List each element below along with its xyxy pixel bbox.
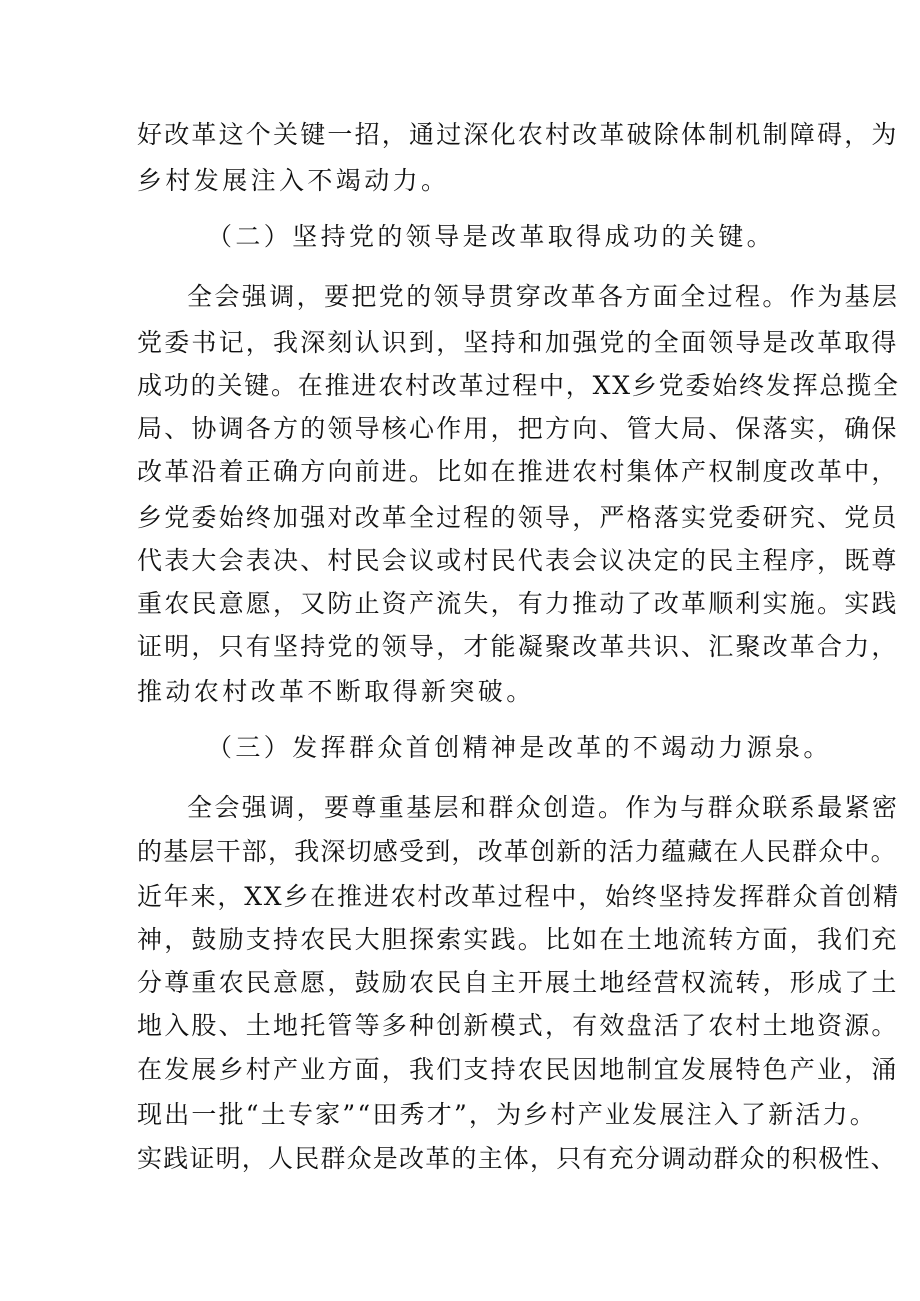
text-line: 局、协调各方的领导核心作用，把方向、管大局、保落实，确保 bbox=[137, 414, 899, 443]
text-line: 在发展乡村产业方面，我们支持农民因地制宜发展特色产业，涌 bbox=[137, 1055, 899, 1084]
text-line: 重农民意愿，又防止资产流失，有力推动了改革顺利实施。实践 bbox=[137, 589, 899, 618]
section-heading-3: （三）发挥群众首创精神是改革的不竭动力源泉。 bbox=[207, 733, 832, 762]
text-line: 乡党委始终加强对改革全过程的领导，严格落实党委研究、党员 bbox=[137, 503, 899, 532]
text-line: 推动农村改革不断取得新突破。 bbox=[137, 677, 535, 706]
text-line: 分尊重农民意愿，鼓励农民自主开展土地经营权流转，形成了土 bbox=[137, 968, 899, 997]
text-line: 证明，只有坚持党的领导，才能凝聚改革共识、汇聚改革合力， bbox=[137, 632, 899, 661]
text-line: 近年来，XX乡在推进农村改革过程中，始终坚持发挥群众首创精 bbox=[137, 882, 900, 911]
text-line: 的基层干部，我深切感受到，改革创新的活力蕴藏在人民群众中。 bbox=[137, 837, 897, 866]
text-line: 成功的关键。在推进农村改革过程中，XX乡党委始终发挥总揽全 bbox=[137, 371, 900, 400]
section-heading-2: （二）坚持党的领导是改革取得成功的关键。 bbox=[207, 222, 776, 251]
text-line: 地入股、土地托管等多种创新模式，有效盘活了农村土地资源。 bbox=[137, 1011, 899, 1040]
text-line: 全会强调，要尊重基层和群众创造。作为与群众联系最紧密 bbox=[187, 793, 900, 822]
text-line: 实践证明，人民群众是改革的主体，只有充分调动群众的积极性、 bbox=[137, 1144, 897, 1173]
text-line: 代表大会表决、村民会议或村民代表会议决定的民主程序，既尊 bbox=[137, 546, 899, 575]
text-line: 改革沿着正确方向前进。比如在推进农村集体产权制度改革中， bbox=[137, 457, 899, 486]
text-line: 全会强调，要把党的领导贯穿改革各方面全过程。作为基层 bbox=[187, 282, 900, 311]
text-line: 党委书记，我深刻认识到，坚持和加强党的全面领导是改革取得 bbox=[137, 328, 899, 357]
text-line: 现出一批“土专家”“田秀才”，为乡村产业发展注入了新活力。 bbox=[137, 1100, 877, 1129]
text-line: 神，鼓励支持农民大胆探索实践。比如在土地流转方面，我们充 bbox=[137, 925, 899, 954]
text-line: 好改革这个关键一招，通过深化农村改革破除体制机制障碍，为 bbox=[137, 120, 899, 149]
text-line: 乡村发展注入不竭动力。 bbox=[137, 166, 450, 195]
